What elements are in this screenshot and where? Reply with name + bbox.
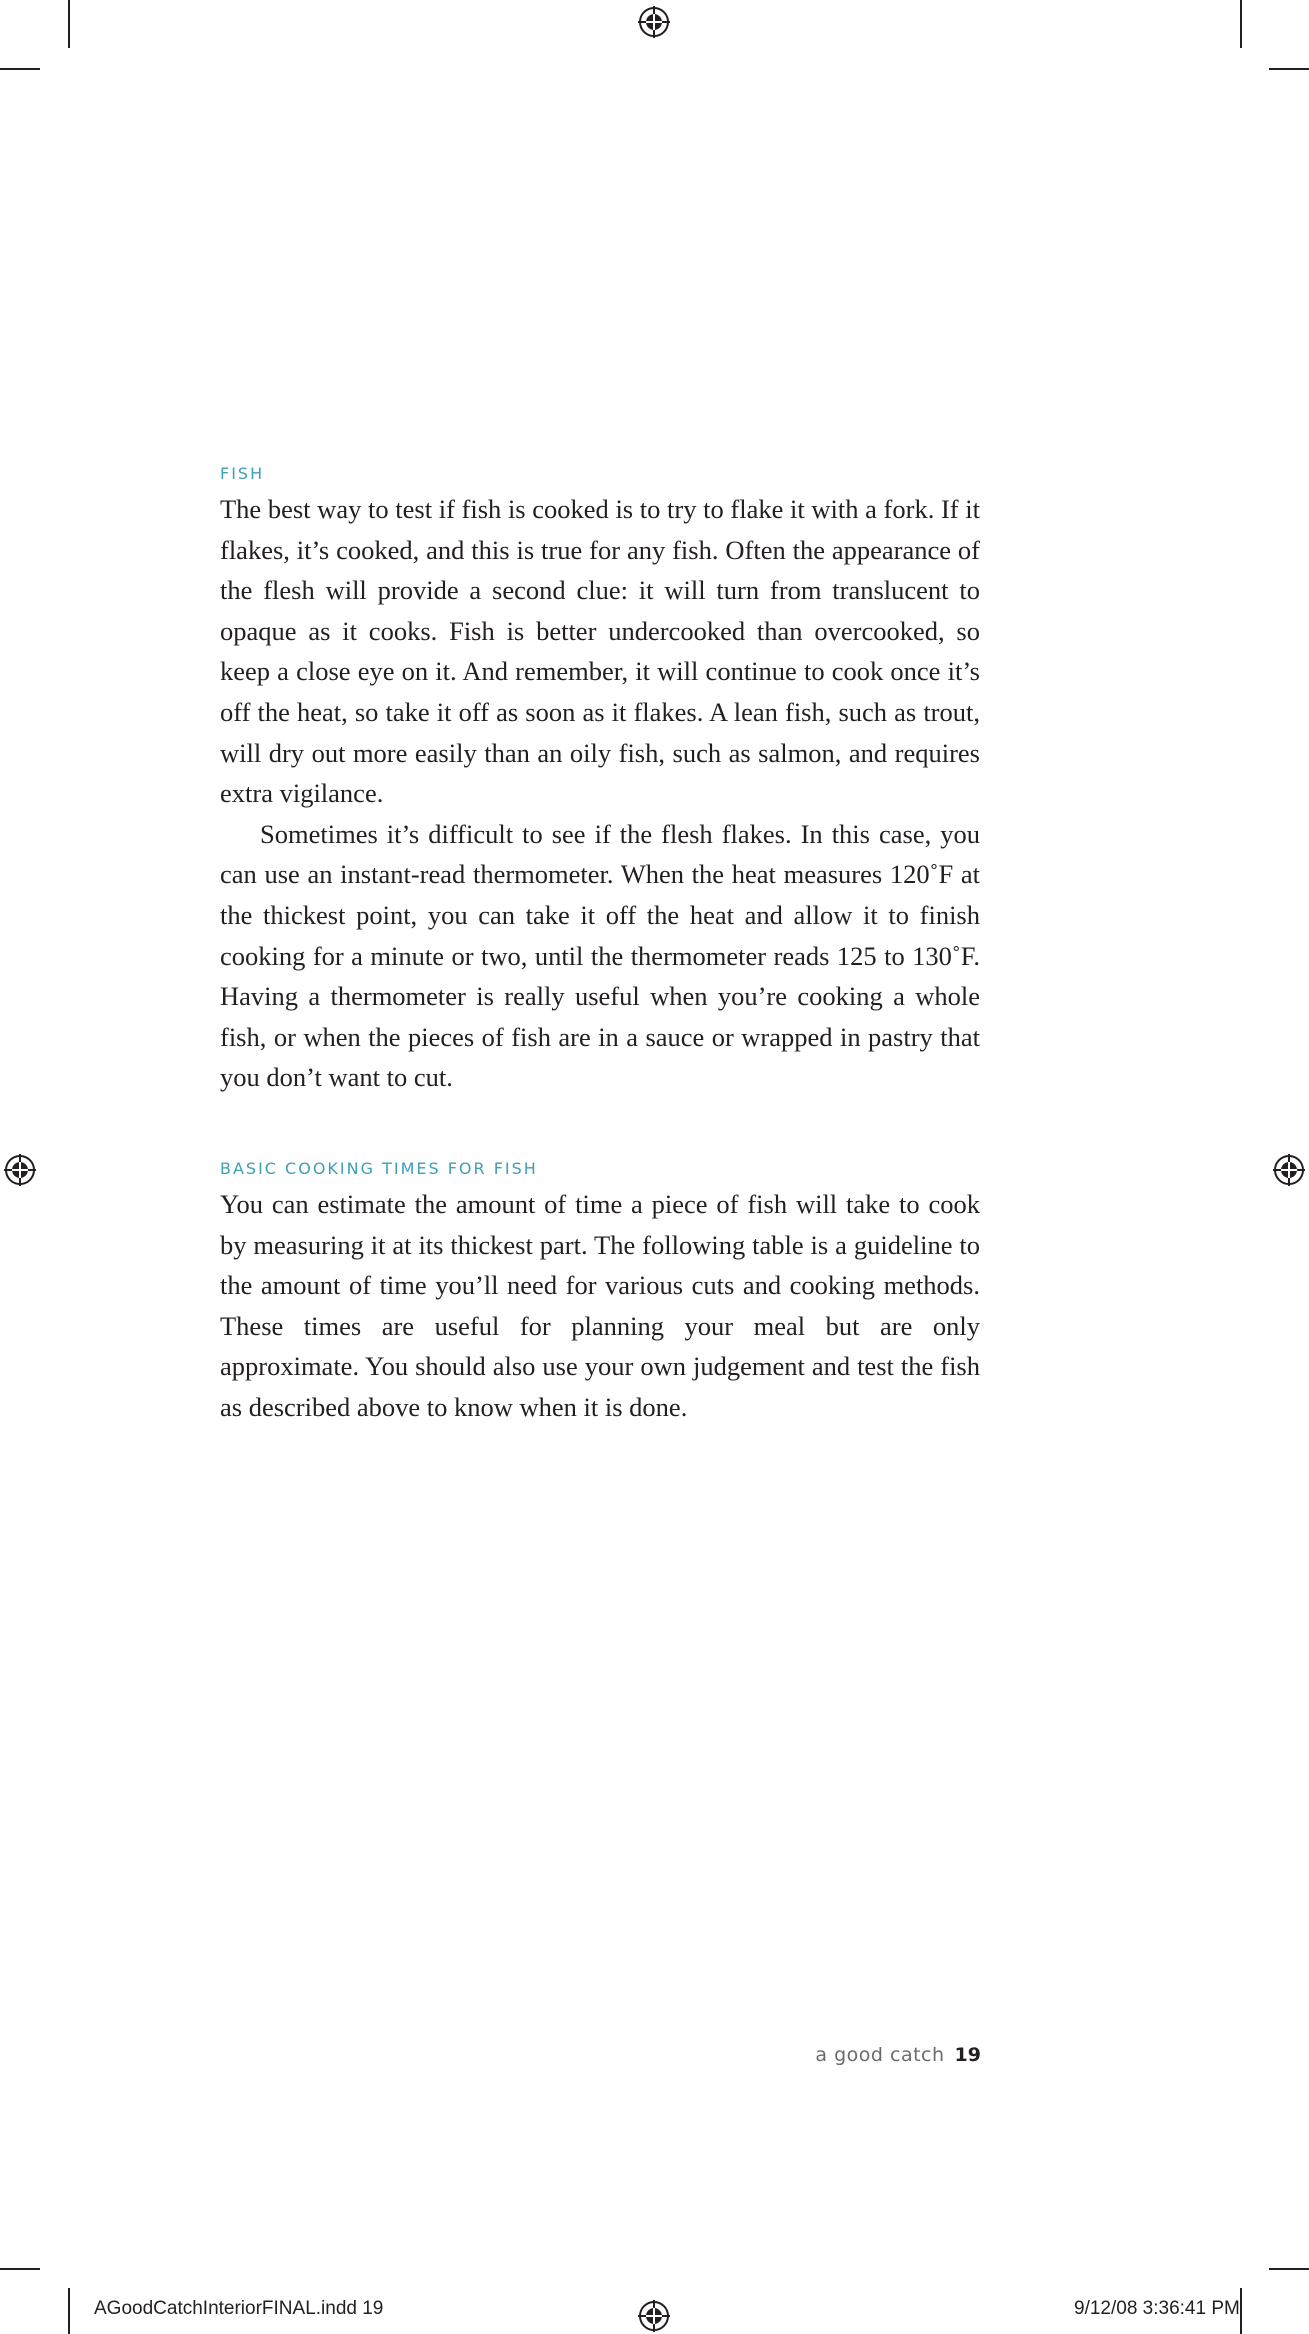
crop-mark-bottom-left-h xyxy=(0,2268,40,2270)
crop-mark-top-left xyxy=(68,0,70,48)
body-paragraph: The best way to test if fish is cooked is to try to flake it with a fork. If it flakes, it’s cooked, and this is true for any fish. Often the appearance of the flesh will provide a second clue: it will turn from translucent to opaque as it cooks. Fish is better undercooked than overcooked, so keep a close eye on it. And remember, it will continue to cook once it’s off the heat, so take it off as soon as it flakes. A lean fish, such as trout, will dry out more easily than an oily fish, such as salmon, and requires extra vigilance. xyxy=(220,494,980,809)
crop-mark-top-left-h xyxy=(0,68,40,70)
page-folio xyxy=(815,2044,981,2066)
body-paragraph: Sometimes it’s difficult to see if the flesh flakes. In this case, you can use an instant-read thermometer. When the heat measures 120˚F at the thickest point, you can take it off the heat and allow it to finish cooking for a minute or two, until the thermometer reads 125 to 130˚F. Having a thermometer is really useful when you’re cooking a whole fish, or when the pieces of fish are in a sauce or wrapped in pastry that you don’t want to cut. xyxy=(220,818,980,1093)
slug-filename: AGoodCatchInteriorFINAL.indd 19 xyxy=(94,2298,384,2319)
section-heading: BASIC COOKING TIMES FOR FISH xyxy=(220,1159,538,1178)
crop-mark-top-right xyxy=(1240,0,1242,48)
section-heading: FISH xyxy=(220,464,265,483)
crop-mark-bottom-right-h xyxy=(1269,2268,1309,2270)
registration-mark-icon xyxy=(636,2298,672,2334)
slug-datetime: 9/12/08 3:36:41 PM xyxy=(1074,2298,1240,2319)
section-basic-cooking-times xyxy=(220,1159,980,1428)
crop-mark-top-right-h xyxy=(1269,68,1309,70)
registration-mark-icon xyxy=(636,4,672,40)
registration-mark-icon xyxy=(2,1152,38,1188)
registration-mark-icon xyxy=(1271,1152,1307,1188)
crop-mark-bottom-left xyxy=(68,2288,70,2334)
section-fish xyxy=(220,464,980,1098)
body-paragraph: You can estimate the amount of time a piece of fish will take to cook by measuring it at its thickest part. The following table is a guideline to the amount of time you’ll need for various cuts and cooking methods. These times are useful for planning your meal but are only approximate. You should also use your own judgement and test the fish as described above to know when it is done. xyxy=(220,1189,980,1422)
crop-mark-bottom-right xyxy=(1240,2288,1242,2334)
book-title: a good catch xyxy=(815,2044,945,2066)
page-number: 19 xyxy=(954,2044,981,2066)
